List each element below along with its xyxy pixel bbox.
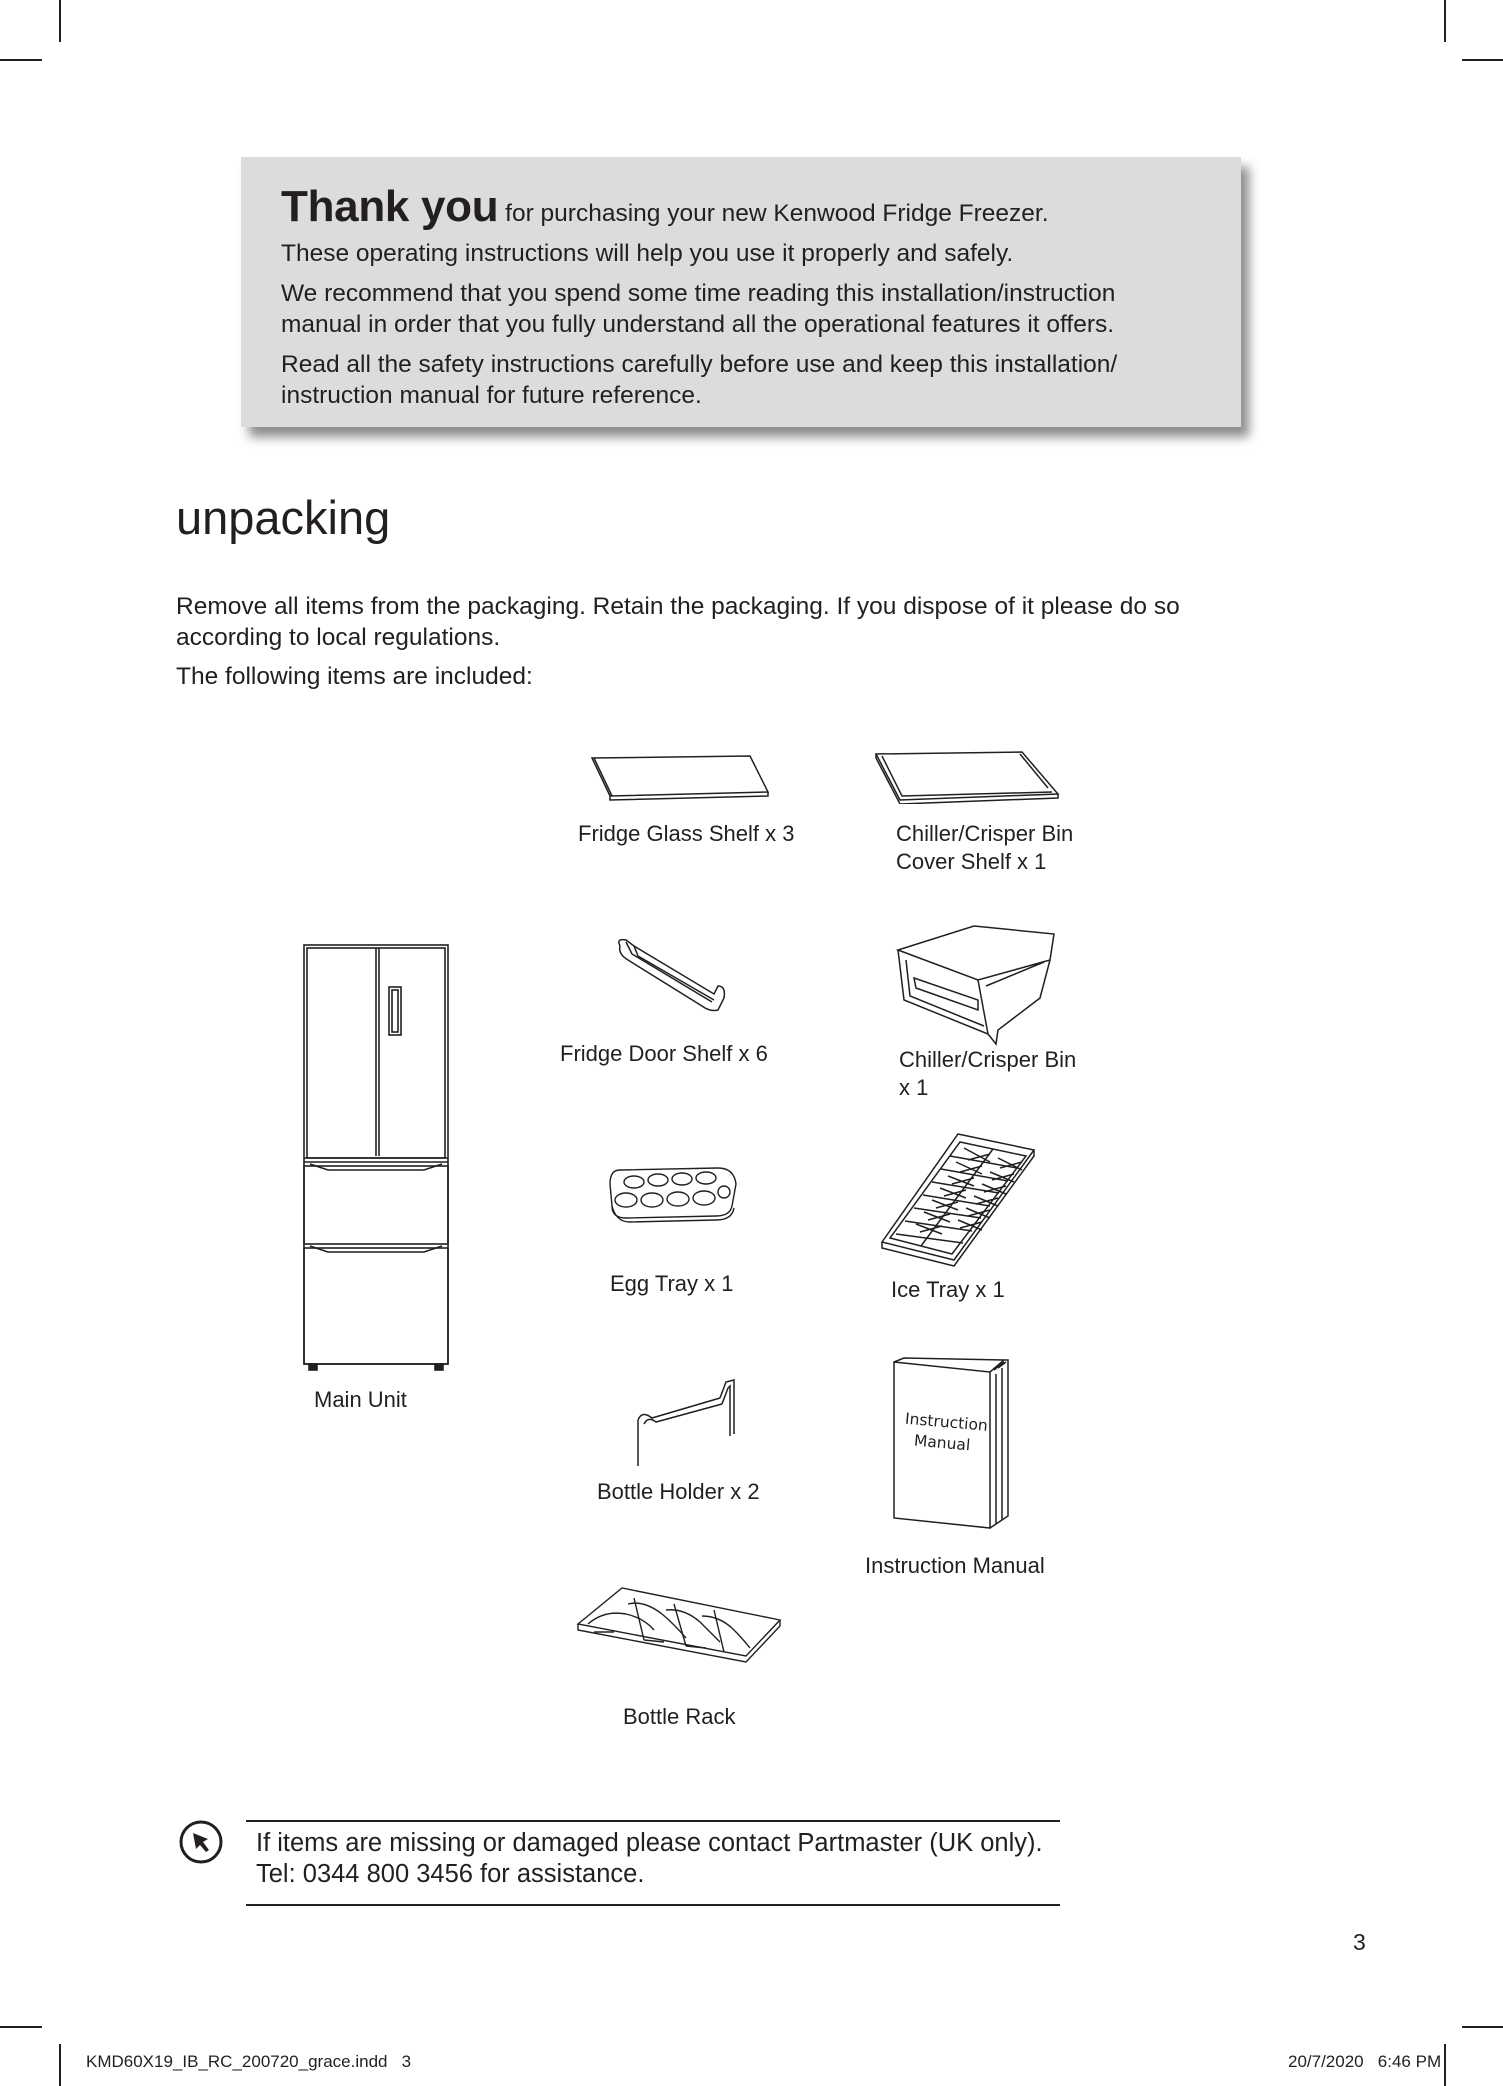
cover-shelf-label-line2: Cover Shelf x 1 [896, 849, 1047, 874]
manual-cover-title-line1: Instruction [904, 1409, 989, 1435]
crop-mark [1462, 59, 1503, 61]
bottle-holder-illustration [630, 1374, 742, 1470]
cover-shelf-label-line1: Chiller/Crisper Bin [896, 821, 1074, 846]
crop-mark [0, 59, 42, 61]
egg-tray-label: Egg Tray x 1 [610, 1271, 734, 1296]
manual-label: Instruction Manual [865, 1553, 1045, 1578]
crop-mark [1444, 0, 1446, 42]
door-shelf-illustration [614, 936, 732, 1014]
footer-datetime: 20/7/2020 6:46 PM [1288, 2052, 1442, 2071]
ice-tray-label: Ice Tray x 1 [891, 1277, 1005, 1302]
page-number: 3 [1353, 1929, 1366, 1955]
thank-you-para2: We recommend that you spend some time reading this installation/instruction manual in order that you fully understand all the operational features it offers. [281, 280, 1116, 338]
crisper-bin-label-line1: Chiller/Crisper Bin [899, 1047, 1077, 1072]
included-text: The following items are included: [176, 663, 533, 690]
note-line2: Tel: 0344 800 3456 for assistance. [256, 1860, 645, 1888]
glass-shelf-label: Fridge Glass Shelf x 3 [578, 821, 795, 846]
crop-mark [0, 2026, 42, 2028]
section-title: unpacking [176, 491, 391, 544]
glass-shelf-illustration [590, 752, 772, 804]
main-unit-illustration [298, 940, 458, 1374]
crisper-bin-illustration [894, 920, 1058, 1046]
intro-text: Remove all items from the packaging. Retain the packaging. If you dispose of it please do so according to local regulations. [176, 593, 1180, 651]
thank-you-para3: Read all the safety instructions carefully before use and keep this installation/ instruction manual for future reference. [281, 351, 1118, 409]
pin-icon [178, 1819, 224, 1865]
crop-mark [59, 0, 61, 42]
manual-illustration [890, 1356, 1014, 1534]
thank-you-line1-text: for purchasing your new Kenwood Fridge Freezer. [498, 200, 1049, 227]
crop-mark [1462, 2026, 1503, 2028]
thank-you-headline: Thank you [281, 182, 499, 231]
egg-tray-illustration [606, 1164, 740, 1224]
main-unit-label: Main Unit [314, 1387, 407, 1412]
thank-you-line1 [281, 183, 1201, 238]
door-shelf-label: Fridge Door Shelf x 6 [560, 1041, 768, 1066]
thank-you-line2: These operating instructions will help you use it properly and safely. [281, 240, 1014, 267]
note-line1: If items are missing or damaged please contact Partmaster (UK only). [256, 1829, 1043, 1857]
footer-filename: KMD60X19_IB_RC_200720_grace.indd 3 [86, 2052, 412, 2071]
crisper-bin-label-line2: x 1 [899, 1075, 929, 1100]
manual-cover-title-line2: Manual [913, 1431, 971, 1455]
bottle-holder-label: Bottle Holder x 2 [597, 1479, 760, 1504]
note-bottom-rule [246, 1904, 1060, 1906]
thank-you-panel [241, 157, 1241, 427]
note-top-rule [246, 1820, 1060, 1822]
bottle-rack-label: Bottle Rack [623, 1704, 736, 1729]
ice-tray-illustration [878, 1130, 1038, 1268]
cover-shelf-illustration [872, 748, 1064, 804]
crop-mark [59, 2044, 61, 2086]
bottle-rack-illustration [574, 1580, 784, 1670]
note-text [256, 1828, 1043, 1890]
crop-mark [1444, 2044, 1446, 2086]
